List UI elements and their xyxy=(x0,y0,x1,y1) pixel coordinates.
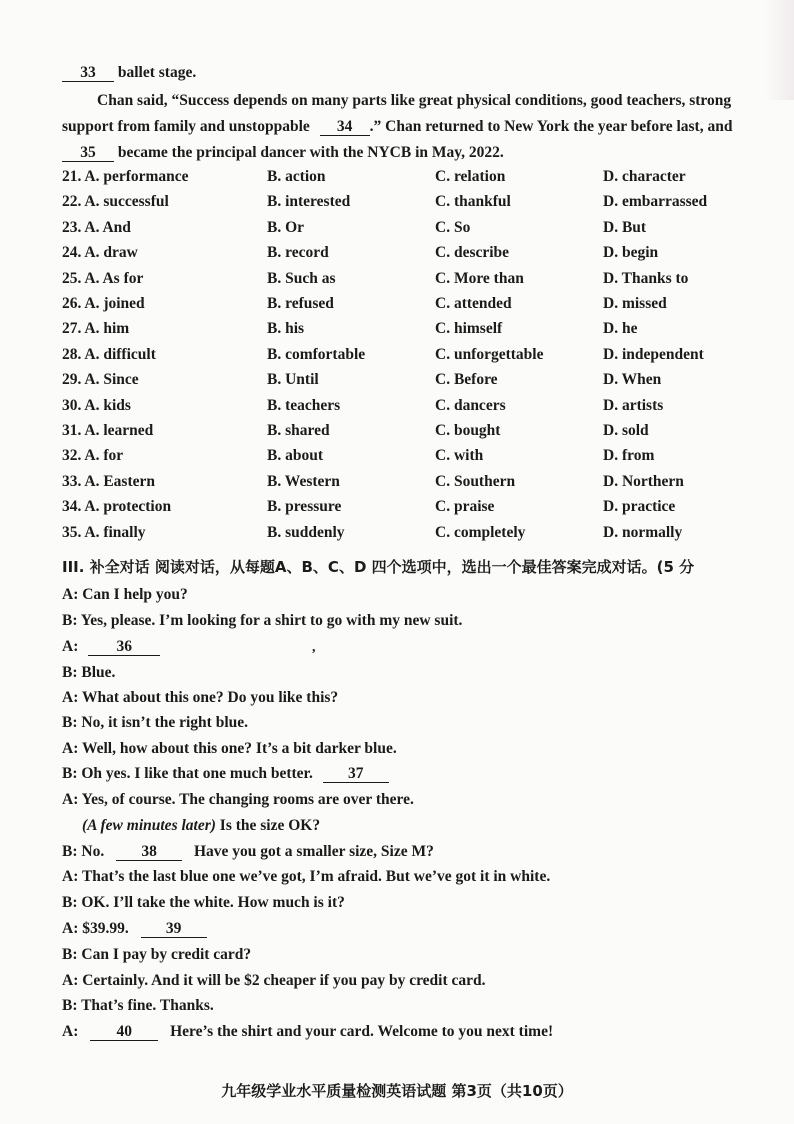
option-d: D. normally xyxy=(603,523,683,541)
dialogue-line: A: That’s the last blue one we’ve got, I’m afraid. But we’ve got it in white. xyxy=(62,868,551,885)
option-c: C. praise xyxy=(435,498,495,516)
option-a: 32. A. for xyxy=(62,447,124,465)
page-edge-shadow xyxy=(764,0,794,100)
blank-39: 39 xyxy=(141,921,207,938)
option-b: B. about xyxy=(267,447,323,465)
dialogue-line: (A few minutes later) Is the size OK? xyxy=(82,817,321,834)
dialogue-line: B: Can I pay by credit card? xyxy=(62,946,252,963)
option-a: 25. A. As for xyxy=(62,269,144,287)
option-d: D. he xyxy=(603,320,638,338)
option-d: D. practice xyxy=(603,498,676,516)
option-d: D. sold xyxy=(603,422,649,439)
option-d: D. When xyxy=(603,371,662,389)
option-b: B. teachers xyxy=(267,396,341,414)
option-c: C. relation xyxy=(435,168,506,185)
dialogue-line: A: What about this one? Do you like this? xyxy=(62,689,339,706)
option-c: C. with xyxy=(435,447,484,465)
option-b: B. shared xyxy=(267,422,330,439)
option-c: C. himself xyxy=(435,320,503,338)
option-b: B. pressure xyxy=(267,498,342,516)
option-a: 27. A. him xyxy=(62,320,130,338)
option-c: C. describe xyxy=(435,244,510,262)
option-c: C. More than xyxy=(435,269,524,287)
option-d: D. begin xyxy=(603,244,659,262)
option-a: 31. A. learned xyxy=(62,422,154,439)
option-a: 22. A. successful xyxy=(62,193,169,211)
option-d: D. Northern xyxy=(603,472,684,490)
dialogue-line: B: Yes, please. I’m looking for a shirt to go with my new suit. xyxy=(62,612,463,629)
option-a: 23. A. And xyxy=(62,218,131,236)
option-d: D. independent xyxy=(603,345,704,363)
option-c: C. Southern xyxy=(435,472,516,490)
blank-37: 37 xyxy=(323,766,389,783)
option-a: 29. A. Since xyxy=(62,371,139,389)
dialogue-line: B: Oh yes. I like that one much better. 37 xyxy=(62,765,389,783)
option-a: 35. A. finally xyxy=(62,523,146,541)
option-d: D. from xyxy=(603,447,655,465)
option-a: 24. A. draw xyxy=(62,244,138,262)
option-b: B. Until xyxy=(267,371,319,389)
dialogue-line: B: Blue. xyxy=(62,664,116,681)
passage-line-4: 35 became the principal dancer with the NYCB in May, 2022. xyxy=(62,144,504,162)
option-c: C. Before xyxy=(435,371,498,389)
option-b: B. interested xyxy=(267,193,351,211)
dialogue-line: A: $39.99. 39 xyxy=(62,920,207,938)
blank-35: 35 xyxy=(62,145,114,162)
option-d: D. artists xyxy=(603,396,664,414)
option-b: B. suddenly xyxy=(267,523,345,541)
option-b: B. comfortable xyxy=(267,345,366,363)
option-b: B. refused xyxy=(267,295,334,312)
option-b: B. Such as xyxy=(267,269,336,287)
page-footer: 九年级学业水平质量检测英语试题 第3页（共10页） xyxy=(221,1082,573,1100)
option-a: 28. A. difficult xyxy=(62,345,156,363)
dialogue-line: B: That’s fine. Thanks. xyxy=(62,997,214,1014)
blank-33: 33 xyxy=(62,65,114,82)
option-c: C. bought xyxy=(435,422,501,439)
dialogue-line: A: Yes, of course. The changing rooms are over there. xyxy=(62,791,414,808)
dialogue-line: B: OK. I’ll take the white. How much is it? xyxy=(62,894,345,911)
option-c: C. dancers xyxy=(435,396,506,414)
passage-line-3: support from family and unstoppable 34 .” Chan returned to New York the year before last, and xyxy=(62,118,733,135)
dialogue-line: A: Well, how about this one? It’s a bit darker blue. xyxy=(62,740,397,757)
option-a: 21. A. performance xyxy=(62,168,189,185)
option-b: B. his xyxy=(267,320,305,338)
option-d: D. missed xyxy=(603,295,667,312)
option-a: 26. A. joined xyxy=(62,295,145,312)
passage-line-1: 33 ballet stage. xyxy=(62,64,196,82)
blank-38: 38 xyxy=(116,844,182,861)
blank-40: 40 xyxy=(90,1024,158,1041)
dialogue-line: B: No. 38 Have you got a smaller size, Size M? xyxy=(62,843,434,860)
option-c: C. attended xyxy=(435,295,512,312)
section-3-heading: III. 补全对话 阅读对话，从每题A、B、C、D 四个选项中，选出一个最佳答案完成对话。(5 分 xyxy=(62,558,695,576)
option-b: B. Western xyxy=(267,472,340,490)
dialogue-line: A: Can I help you? xyxy=(62,586,188,603)
dialogue-line: B: No, it isn’t the right blue. xyxy=(62,714,248,731)
option-a: 33. A. Eastern xyxy=(62,472,155,490)
option-c: C. thankful xyxy=(435,193,511,211)
option-c: C. So xyxy=(435,218,471,236)
blank-34: 34 xyxy=(320,119,370,136)
option-a: 30. A. kids xyxy=(62,396,131,414)
option-d: D. But xyxy=(603,218,647,236)
option-b: B. action xyxy=(267,168,326,185)
option-b: B. record xyxy=(267,244,329,262)
option-c: C. completely xyxy=(435,523,526,541)
option-a: 34. A. protection xyxy=(62,498,172,516)
option-c: C. unforgettable xyxy=(435,345,544,363)
dialogue-line: A: Certainly. And it will be $2 cheaper if you pay by credit card. xyxy=(62,972,486,989)
dialogue-line: A: 40 Here’s the shirt and your card. Welcome to you next time! xyxy=(62,1023,554,1040)
option-d: D. Thanks to xyxy=(603,269,689,287)
passage-line-2: Chan said, “Success depends on many parts like great physical conditions, good teachers, strong xyxy=(97,92,732,109)
stray-mark: , xyxy=(312,640,316,655)
option-d: D. character xyxy=(603,168,686,185)
option-b: B. Or xyxy=(267,218,305,236)
option-d: D. embarrassed xyxy=(603,193,708,211)
blank-36: 36 xyxy=(88,639,160,656)
dialogue-line: A: 36 xyxy=(62,638,160,656)
